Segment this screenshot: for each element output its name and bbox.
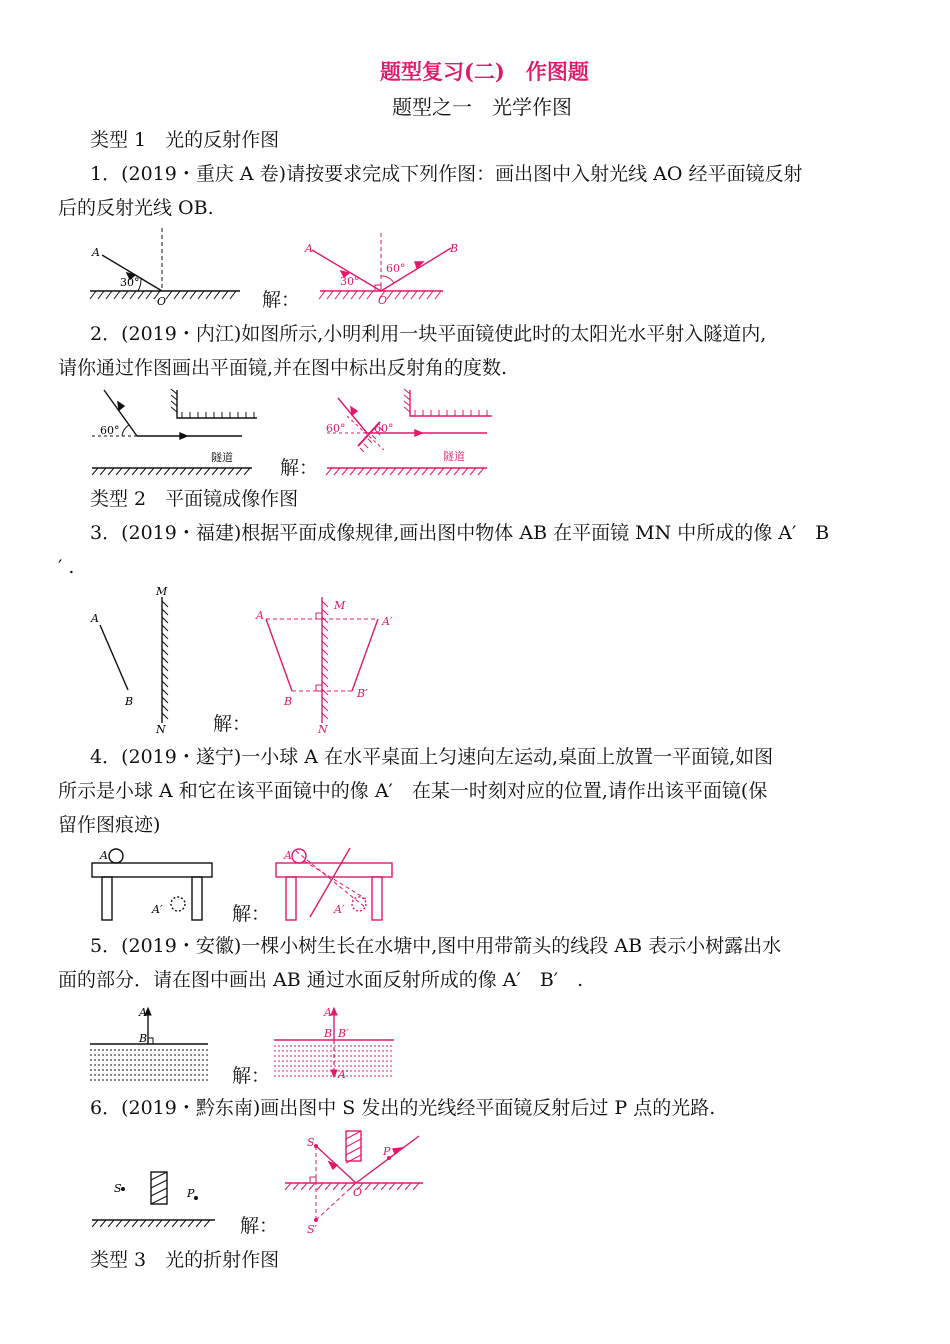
q2a-label-60-right: 60° bbox=[374, 422, 394, 435]
q2-line2: 请你通过作图画出平面镜,并在图中标出反射角的度数. bbox=[58, 357, 508, 379]
q6-answer-label: 解： bbox=[240, 1215, 279, 1237]
section-type2: 类型 2 平面镜成像作图 bbox=[90, 488, 299, 510]
q6-figure bbox=[90, 1160, 230, 1240]
q4-label-A: A bbox=[100, 849, 108, 862]
q2a-label-60-left: 60° bbox=[326, 422, 346, 435]
q6-answer-figure bbox=[283, 1128, 433, 1240]
q4-label-A-prime: A′ bbox=[152, 903, 163, 916]
q5a-label-A-prime: A′ bbox=[338, 1068, 349, 1081]
q4-answer-figure bbox=[274, 843, 404, 923]
q6a-label-S: S bbox=[307, 1136, 315, 1149]
q6-line1: 6．(2019・黔东南)画出图中 S 发出的光线经平面镜反射后过 P 点的光路. bbox=[90, 1097, 716, 1119]
q4-figure bbox=[90, 843, 220, 923]
q5-line2: 面的部分．请在图中画出 AB 通过水面反射所成的像 A′ B′ . bbox=[58, 969, 584, 991]
q3a-label-A: A bbox=[256, 609, 264, 622]
section-type3: 类型 3 光的折射作图 bbox=[90, 1249, 280, 1271]
q6a-label-P: P bbox=[383, 1145, 391, 1158]
q2a-label-tunnel: 隧道 bbox=[443, 450, 465, 463]
q1a-label-O: O bbox=[378, 294, 388, 307]
q4-line1: 4．(2019・遂宁)一小球 A 在水平桌面上匀速向左运动,桌面上放置一平面镜,如图 bbox=[90, 746, 774, 768]
q3a-label-B: B bbox=[284, 695, 293, 708]
q1-label-30: 30° bbox=[120, 276, 140, 289]
q4-line3: 留作图痕迹) bbox=[58, 814, 161, 836]
q3a-label-B-prime: B′ bbox=[357, 687, 368, 700]
q2-answer-figure bbox=[322, 388, 492, 478]
q3-answer-label: 解： bbox=[213, 713, 252, 735]
q2-figure bbox=[92, 388, 262, 478]
q3-label-M: M bbox=[156, 585, 168, 598]
q3-figure bbox=[88, 585, 188, 735]
q6-label-P: P bbox=[187, 1187, 195, 1200]
q5a-label-B: B bbox=[324, 1027, 333, 1040]
q3-label-B: B bbox=[125, 695, 134, 708]
q5a-label-A: A bbox=[324, 1006, 332, 1019]
q3-line2: ′ . bbox=[58, 556, 75, 578]
q3a-label-M: M bbox=[334, 599, 346, 612]
q3a-label-A-prime: A′ bbox=[382, 615, 393, 628]
q5-answer-label: 解： bbox=[232, 1065, 271, 1087]
q5-label-A: A bbox=[139, 1006, 147, 1019]
section-type1: 类型 1 光的反射作图 bbox=[90, 129, 280, 151]
q1-figure bbox=[90, 228, 260, 308]
q3-line1: 3．(2019・福建)根据平面成像规律,画出图中物体 AB 在平面镜 MN 中所成的像 A′ B bbox=[90, 522, 830, 544]
q1-line1: 1．(2019・重庆 A 卷)请按要求完成下列作图：画出图中入射光线 AO 经平面镜反射 bbox=[90, 163, 803, 185]
q1a-label-30: 30° bbox=[340, 275, 360, 288]
q1-label-O: O bbox=[157, 295, 167, 308]
page-subtitle: 题型之一 光学作图 bbox=[392, 95, 572, 119]
q4-answer-label: 解： bbox=[232, 903, 271, 925]
q3a-label-N: N bbox=[318, 723, 328, 736]
q5-answer-figure bbox=[272, 1002, 402, 1082]
q2-label-tunnel: 隧道 bbox=[211, 451, 233, 464]
q4a-label-A-prime: A′ bbox=[334, 903, 345, 916]
q1-line2: 后的反射光线 OB. bbox=[58, 197, 214, 219]
q2-line1: 2．(2019・内江)如图所示,小明利用一块平面镜使此时的太阳光水平射入隧道内, bbox=[90, 323, 767, 345]
page-title: 题型复习(二) 作图题 bbox=[380, 59, 589, 84]
q5-line1: 5．(2019・安徽)一棵小树生长在水塘中,图中用带箭头的线段 AB 表示小树露出水 bbox=[90, 935, 782, 957]
q2-answer-label: 解： bbox=[280, 457, 319, 479]
q1a-label-B: B bbox=[450, 242, 459, 255]
q4a-label-A: A bbox=[284, 849, 292, 862]
q1a-label-A: A bbox=[305, 242, 313, 255]
q5-label-B: B bbox=[139, 1032, 148, 1045]
q1-answer-label: 解： bbox=[262, 289, 301, 311]
q5-figure bbox=[88, 1002, 218, 1082]
q1a-label-60: 60° bbox=[386, 262, 406, 275]
q1-answer-figure bbox=[305, 228, 459, 308]
q2-label-60: 60° bbox=[100, 424, 120, 437]
q3-label-A: A bbox=[91, 612, 99, 625]
q5a-label-B-prime: B′ bbox=[338, 1027, 349, 1040]
q3-answer-figure bbox=[254, 585, 404, 735]
q3-label-N: N bbox=[156, 723, 166, 736]
q6a-label-S-prime: S′ bbox=[307, 1223, 318, 1236]
q6-label-S: S bbox=[114, 1182, 122, 1195]
q4-line2: 所示是小球 A 和它在该平面镜中的像 A′ 在某一时刻对应的位置,请作出该平面镜(保 bbox=[58, 780, 768, 802]
q1-label-A: A bbox=[92, 246, 100, 259]
q6a-label-O: O bbox=[353, 1186, 363, 1199]
